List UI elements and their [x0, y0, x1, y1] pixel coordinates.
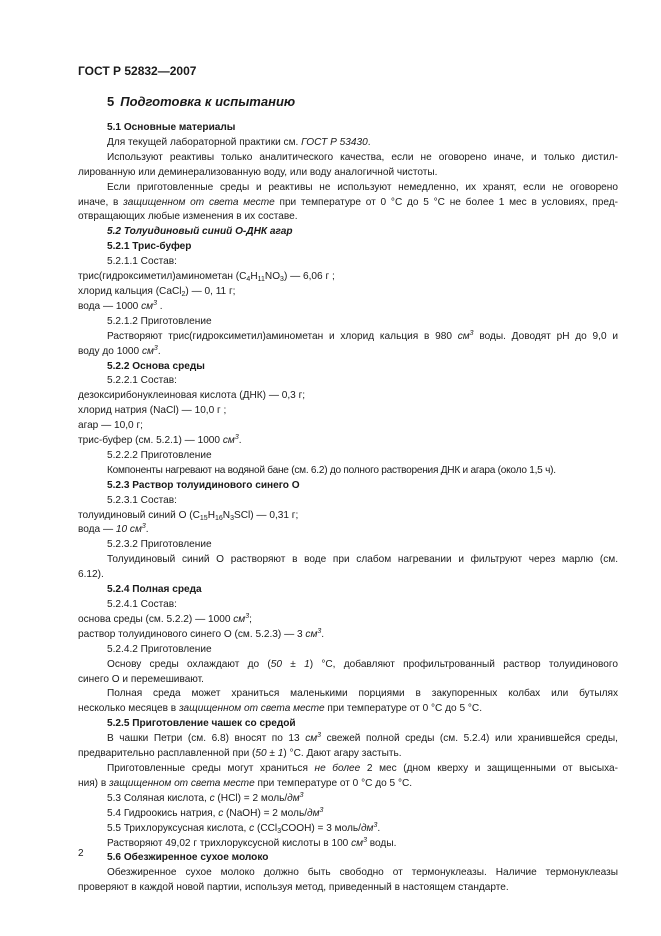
paragraph: 6.12).: [78, 569, 104, 581]
standard-reference: ГОСТ Р 53430: [301, 136, 368, 148]
list-item: трис(гидроксиметил)аминометан $(С_4Н_{11}NO_3)$ — 6,06 г ;: [78, 271, 335, 284]
paragraph: иначе, в защищенном от света месте при температуре от 0 °С до 5 °С не более 1 мес в условиях, пред-: [78, 196, 618, 208]
paragraph: несколько месяцев в защищенном от света месте при температуре от 0 °С до 5 °С.: [78, 703, 483, 715]
list-item: хлорид натрия (NaCl) — 10,0 г ;: [78, 405, 227, 417]
section-title: Подготовка к испытанию: [120, 94, 296, 109]
document-header: ГОСТ Р 52832—2007: [78, 64, 197, 78]
list-item: дезоксирибонуклеиновая кислота (ДНК) — 0,3 г;: [78, 390, 306, 402]
list-item: раствор толуидинового синего О (см. 5.2.3) — 3 $см^3$.: [78, 627, 325, 640]
clause-heading: 5.2.3.1 Состав:: [107, 494, 177, 506]
subsection-heading: 5.3 Соляная кислота, c (HCl) = 2 моль/$дм^3$: [107, 791, 304, 804]
paragraph: отвращающих любые изменения в их составе.: [78, 211, 298, 223]
subsection-heading: 5.2.3 Раствор толуидинового синего О: [107, 479, 300, 491]
paragraph: Растворяют трис(гидроксиметил)аминометан и хлорид кальция в 980 $см^3$ воды. Доводят рН до 9,0 и: [107, 329, 618, 342]
clause-heading: 5.2.4.1 Состав:: [107, 599, 177, 610]
subsection-heading: 5.5 Трихлоруксусная кислота, c (CCl$_3$COOH) = 3 моль/$дм^3$.: [107, 821, 381, 835]
clause-heading: 5.2.1.2 Приготовление: [107, 315, 212, 327]
subsection-heading: 5.4 Гидроокись натрия, c (NaOH) = 2 моль/$дм^3$: [107, 806, 324, 819]
subsection-heading: 5.2.5 Приготовление чашек со средой: [107, 718, 296, 730]
paragraph: Приготовленные среды могут храниться не более 2 мес (дном кверху и защищенными от высыха-: [107, 762, 618, 774]
paragraph: Основу среды охлаждают до (50 ± 1) °С, добавляют профильтрованный раствор толуидинового: [107, 658, 618, 670]
subsection-heading: 5.1 Основные материалы: [107, 122, 236, 133]
subsection-heading: 5.6 Обезжиренное сухое молоко: [107, 852, 269, 864]
list-item: вода — 10 $см^3$.: [78, 523, 149, 536]
list-item: трис-буфер (см. 5.2.1) — 1000 $см^3$.: [78, 434, 242, 447]
paragraph: синего О и перемешивают.: [78, 673, 204, 685]
list-item: толуидиновый синий О $(С_{15}Н_{16}N_3SCl)$ — 0,31 г;: [78, 509, 299, 522]
document-body: [78, 121, 618, 896]
subsection-heading: 5.2.2 Основа среды: [107, 360, 205, 372]
paragraph: Если приготовленные среды и реактивы не используют немедленно, их хранят, если не оговорено: [107, 181, 618, 193]
page-number: 2: [78, 848, 84, 859]
paragraph: Компоненты нагревают на водяной бане (см. 6.2) до полного растворения ДНК и агара (около 1,5 ч).: [107, 464, 556, 476]
subsection-heading: 5.2 Толуидиновый синий О-ДНК агар: [107, 226, 293, 238]
section-number: 5: [107, 94, 115, 109]
list-item: хлорид кальция (CaCl$_2$) — 0, 11 г;: [78, 285, 236, 298]
paragraph: Полная среда может храниться маленькими порциями в закупоренных колбах или бутылях: [107, 688, 618, 700]
clause-heading: 5.2.2.2 Приготовление: [107, 449, 212, 461]
clause-heading: 5.2.3.2 Приготовление: [107, 539, 212, 551]
subsection-heading: 5.2.4 Полная среда: [107, 584, 202, 596]
paragraph: воду до 1000 $см^3$.: [78, 344, 161, 357]
list-item: вода — 1000 $см^3$ .: [78, 299, 163, 312]
paragraph: Толуидиновый синий О растворяют в воде при слабом нагревании и фильтруют через марлю (см.: [107, 554, 618, 566]
section-heading: [107, 94, 295, 109]
list-item: основа среды (см. 5.2.2) — 1000 $см^3$;: [78, 612, 252, 625]
clause-heading: 5.2.2.1 Состав:: [107, 375, 177, 387]
paragraph: Растворяют 49,02 г трихлоруксусной кислоты в 100 $см^3$ воды.: [107, 836, 397, 849]
paragraph: ния) в защищенном от света месте при температуре от 0 °С до 5 °С.: [78, 777, 413, 789]
paragraph: проверяют в каждой новой партии, используя метод, приведенный в настоящем стандарте.: [78, 882, 509, 894]
clause-heading: 5.2.1.1 Состав:: [107, 256, 177, 268]
paragraph: Обезжиренное сухое молоко должно быть свободно от термонуклеазы. Наличие термонуклеазы: [107, 867, 618, 879]
paragraph: Используют реактивы только аналитического качества, если не оговорено иначе, и только дистил-: [107, 151, 618, 163]
paragraph: предварительно расплавленной при (50 ± 1) °С. Дают агару застыть.: [78, 748, 402, 760]
subsection-heading: 5.2.1 Трис-буфер: [107, 241, 192, 253]
paragraph: В чашки Петри (см. 6.8) вносят по 13 $см^3$ свежей полной среды (см. 5.2.4) или хранившейся среды,: [107, 732, 618, 745]
list-item: агар — 10,0 г;: [78, 420, 143, 432]
clause-heading: 5.2.4.2 Приготовление: [107, 643, 212, 655]
paragraph: Для текущей лабораторной практики см. ГОСТ Р 53430.: [107, 136, 371, 148]
paragraph: лированную или деминерализованную воду, или воду аналогичной чистоты.: [78, 166, 438, 178]
